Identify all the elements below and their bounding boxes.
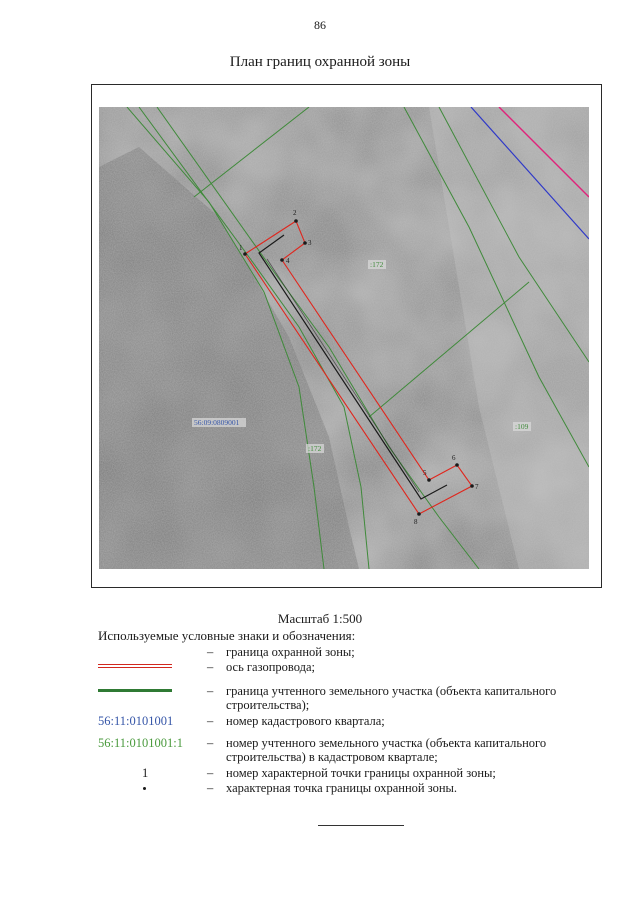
point-label-2: 2 xyxy=(293,209,297,217)
map-frame xyxy=(91,84,602,588)
legend-dash: – xyxy=(207,660,214,674)
point-1 xyxy=(243,252,247,256)
green-line-symbol xyxy=(98,689,172,692)
legend-dash: – xyxy=(207,736,214,750)
legend-dash: – xyxy=(207,645,214,659)
point-dot-symbol xyxy=(143,787,146,790)
document-title: План границ охранной зоны xyxy=(229,54,411,70)
point-3 xyxy=(303,241,307,245)
point-6 xyxy=(455,463,459,467)
point-label-5: 5 xyxy=(423,469,427,477)
page-number: 86 xyxy=(314,18,326,32)
point-label-7: 7 xyxy=(475,483,479,491)
parcel-label-172-upper: :172 xyxy=(370,260,384,269)
point-label-3: 3 xyxy=(308,239,312,247)
legend-dash: – xyxy=(207,781,214,795)
point-label-6: 6 xyxy=(452,454,456,462)
point-4 xyxy=(280,258,284,262)
parcel-label-109: :109 xyxy=(515,422,529,431)
scale-label: Масштаб 1:500 xyxy=(277,611,363,626)
red-double-line-symbol xyxy=(98,664,172,668)
legend-desc: номер кадастрового квартала; xyxy=(226,714,385,728)
parcel-label-172-lower: :172 xyxy=(308,444,322,453)
legend-dash: – xyxy=(207,766,214,780)
point-8 xyxy=(417,512,421,516)
legend-symbol: 56:11:0101001:1 xyxy=(98,736,183,750)
point-label-8: 8 xyxy=(414,518,418,526)
legend-title: Используемые условные знаки и обозначения: xyxy=(98,628,356,643)
map-canvas xyxy=(99,107,589,569)
point-2 xyxy=(294,219,298,223)
legend-desc: граница учтенного земельного участка (объекта капитального строительства); xyxy=(226,684,557,712)
legend-symbol: 56:11:0101001 xyxy=(98,714,174,728)
legend-dash: – xyxy=(207,684,214,698)
legend-desc: характерная точка границы охранной зоны. xyxy=(226,781,458,795)
point-7 xyxy=(470,484,474,488)
point-label-4: 4 xyxy=(286,257,290,265)
point-label-1: 1 xyxy=(239,244,243,252)
legend-desc: ось газопровода; xyxy=(226,660,316,674)
satellite-grain xyxy=(99,107,589,569)
quarter-label: 56:09:0809001 xyxy=(194,418,240,427)
point-5 xyxy=(427,478,431,482)
point-number-symbol: 1 xyxy=(142,766,149,780)
legend-desc: номер характерной точки границы охранной зоны; xyxy=(226,766,496,780)
legend-desc: номер учтенного земельного участка (объекта капитального строительства) в кадастровом квартале; xyxy=(226,736,547,764)
legend-dash: – xyxy=(207,714,214,728)
legend-desc: граница охранной зоны; xyxy=(226,645,355,659)
signature-line xyxy=(318,825,404,826)
